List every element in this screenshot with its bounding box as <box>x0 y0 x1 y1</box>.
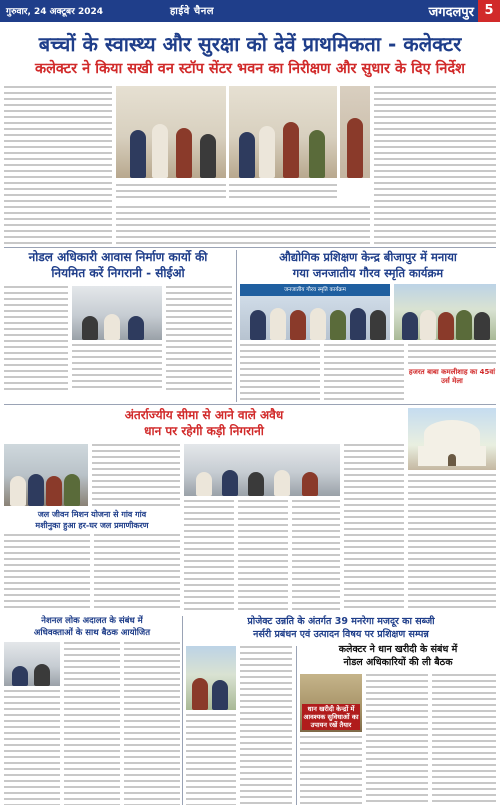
mgnrega-body-col2 <box>240 646 292 805</box>
lokadalat-headline-line1: नेशनल लोक अदालत के संबंध में <box>41 616 143 626</box>
border-photo <box>184 444 340 496</box>
industrial-photo-group <box>394 284 496 340</box>
paddy-headline-line2: नोडल अधिकारियों की ली बैठक <box>343 657 453 668</box>
industrial-photo-banner <box>240 284 390 340</box>
border-body-col3 <box>292 500 340 612</box>
lead-photo-caption-1 <box>116 184 226 200</box>
page-number: 5 <box>478 0 500 22</box>
border-body-col4 <box>344 444 404 612</box>
lokadalat-body-col2 <box>64 642 120 805</box>
lead-photo-inspection-1 <box>116 86 226 178</box>
lead-headline: बच्चों के स्वास्थ्य और सुरक्षा को देवें प्राथमिकता - कलेक्टर <box>38 32 462 56</box>
lead-photo-caption-2 <box>229 184 337 200</box>
lokadalat-headline-line2: अधिवक्ताओं के साथ बैठक आयोजित <box>33 628 151 638</box>
lokadalat-photo <box>4 642 60 686</box>
livelihood-headline-line1: जल जीवन मिशन योजना से गांव गांव <box>37 510 147 519</box>
industrial-headline-line2: गया जनजातीय गौरव स्मृति कार्यक्रम <box>292 266 444 280</box>
lead-body-right <box>374 86 496 244</box>
border-body-col1 <box>184 500 234 612</box>
lead-photo-inspection-3 <box>340 86 370 178</box>
mgnrega-photo <box>186 646 236 710</box>
livelihood-headline-line2: मशीनुका हुआ हर-घर जल प्रमाणीकरण <box>35 521 149 530</box>
paddy-headline-line1: कलेक्टर ने धान खरीदी के संबंध में <box>338 644 458 655</box>
urs-photo <box>408 408 496 470</box>
nodal-body-col3 <box>166 286 232 392</box>
livelihood-body-top <box>92 444 180 506</box>
lead-photo-inspection-2 <box>229 86 337 178</box>
masthead-brand: हाईवे चैनल <box>170 6 215 17</box>
nodal-headline-line2: नियमित करें निगरानी - सीईओ <box>51 266 185 280</box>
nodal-body-col2 <box>72 344 162 392</box>
livelihood-photo <box>4 444 88 506</box>
masthead-date: गुरुवार, 24 अक्टूबर 2024 <box>6 7 103 17</box>
lokadalat-body-col1 <box>4 690 60 805</box>
border-body-col2 <box>238 500 288 612</box>
industrial-body-col2 <box>324 344 404 402</box>
urs-body <box>408 474 496 612</box>
industrial-headline-line1: औद्योगिक प्रशिक्षण केन्द्र बीजापुर में मनाया <box>279 250 457 264</box>
lead-body-column <box>4 86 112 244</box>
masthead-city: जगदलपुर <box>428 5 474 20</box>
nodal-body-col1 <box>4 286 68 392</box>
mgnrega-headline-line1: प्रोजेक्ट उन्नति के अंतर्गत 39 मनरेगा मजदूर का सब्जी <box>247 616 435 627</box>
industrial-banner-text: जनजातीय गौरव स्मृति कार्यक्रम <box>240 284 390 296</box>
livelihood-body-col1 <box>4 534 90 612</box>
paddy-inset-photo <box>300 674 362 732</box>
urs-headline: हजरत बाबा कमलीशाह का 45वां उर्स मेला <box>408 368 496 385</box>
industrial-body-col3 <box>408 344 496 364</box>
border-headline-line1: अंतर्राज्यीय सीमा से आने वाले अवैध <box>124 408 284 422</box>
livelihood-body-col2 <box>94 534 180 612</box>
mgnrega-body-col1 <box>186 714 236 805</box>
paddy-body-col1 <box>300 736 362 805</box>
nodal-headline-line1: नोडल अधिकारी आवास निर्माण कार्यो की <box>28 250 208 264</box>
lead-body-bottom <box>116 206 370 244</box>
mgnrega-headline-line2: नर्सरी प्रबंधन एवं उत्पादन विषय पर प्रशिक्षण सम्पन्न <box>253 629 429 640</box>
masthead <box>0 0 500 22</box>
lokadalat-body-col3 <box>124 642 180 805</box>
paddy-body-col3 <box>432 674 496 805</box>
paddy-body-col2 <box>366 674 428 805</box>
paddy-inset-label: धान खरीदी केन्द्रों में आवश्यक सुविधाओं का उपायन रखें तैयार <box>303 705 359 729</box>
nodal-photo <box>72 286 162 340</box>
industrial-body-col1 <box>240 344 320 402</box>
border-headline-line2: धान पर रहेगी कड़ी निगरानी <box>144 424 264 438</box>
lead-subheadline: कलेक्टर ने किया सखी वन स्टॉप सेंटर भवन का निरीक्षण और सुधार के दिए निर्देश <box>34 61 466 77</box>
